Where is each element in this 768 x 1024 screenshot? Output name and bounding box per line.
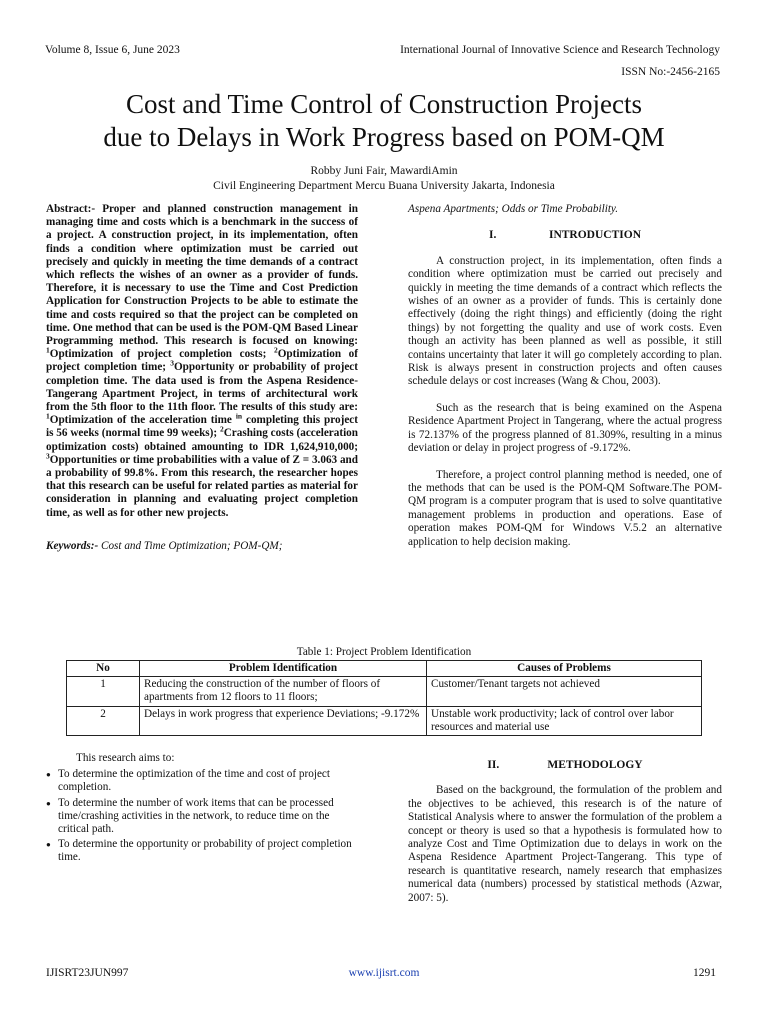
table-cell-problem: Delays in work progress that experience Deviations; -9.172% — [140, 706, 427, 735]
title-line-1: Cost and Time Control of Construction Projects — [125, 89, 643, 119]
abstract-text-7: Crashing costs (acceleration optimization costs) obtained amounting to IDR 1,624,910,000; — [46, 427, 358, 453]
table-header-problem: Problem Identification — [140, 661, 427, 677]
table-header-no: No — [67, 661, 140, 677]
abstract — [46, 203, 358, 520]
abstract-text-5: Optimization of the acceleration time — [49, 414, 236, 427]
section-number: II. — [487, 759, 500, 771]
abstract-text-1: Proper and planned construction management in managing time and costs which is a benchmark in the success of a project. A construction project, in its implementation, often finds a condition where optimization must be carried out precisely and quickly in meeting the time demands of a contract which reflects the wishes of an owner as a provider of funds. Therefore, it is necessary to use the Time and Cost Prediction Application for Construction Projects to be able to estimate the time and costs required so that the project can be completed on time. One method that can be used is the POM-QM Based Linear Programming method. This research is focused on knowing: — [46, 203, 358, 348]
table-header-row — [67, 661, 702, 677]
section-title: INTRODUCTION — [548, 229, 641, 242]
table-cell-no: 1 — [67, 677, 140, 706]
keywords-continued: Aspena Apartments; Odds or Time Probability. — [408, 203, 619, 215]
list-item: ● To determine the opportunity or probability of project completion time. — [46, 838, 362, 864]
abstract-text-8: Opportunities or time probabilities with a value of Z = 3.063 and a probability of 99.8%. From this research, the researcher hopes that this research can be useful for related parties as material for consideration in planning and evaluating project completion time, as well as for other new projects. — [46, 453, 358, 519]
footer-url-link[interactable]: www.ijisrt.com — [348, 967, 420, 979]
research-aims — [46, 752, 362, 867]
abstract-text-2: Optimization of project completion costs; — [49, 348, 274, 361]
header-issn: ISSN No:-2456-2165 — [621, 66, 720, 78]
aims-list — [46, 768, 362, 864]
problem-table — [66, 660, 702, 736]
list-item: ● To determine the optimization of the time and cost of project completion. — [46, 768, 362, 794]
table-row — [67, 706, 702, 735]
author-block — [0, 164, 768, 194]
methodology-paragraph-1: Based on the background, the formulation of the problem and the objectives to be achieved, this research is of the nature of Statistical Analysis where to answer the formulation of the problem a concept or theory is used so that a hypothesis is formulated how to analyze Cost and Time Optimization due to delays in work on the Aspena Residence Apartment Project-Tangerang. This type of research is quantitative research, namely research that emphasizes numerical data (numbers) processed by statistical methods (Azwar, 2007: 5). — [408, 784, 722, 904]
abstract-sup-1: 1 — [46, 345, 50, 355]
abstract-sup-7: 3 — [46, 451, 50, 461]
intro-paragraph-2: Such as the research that is being examined on the Aspena Residence Apartment Project in Tangerang, where the actual progress is 72.137% of the progress planned of 81.309%, resulting in a minus deviation or delay in project progress of -9.172%. — [408, 401, 722, 455]
table-cell-cause: Unstable work productivity; lack of control over labor resources and material use — [427, 706, 702, 735]
abstract-sup-6: 2 — [219, 424, 224, 434]
abstract-text-6: completing this project is 56 weeks (normal time 99 weeks); — [46, 414, 358, 440]
left-column — [46, 203, 358, 553]
abstract-sup-3: 3 — [170, 358, 174, 368]
title-line-2: due to Delays in Work Progress based on POM-QM — [103, 122, 665, 152]
keywords-label: Keywords:- — [46, 539, 99, 552]
keywords — [46, 540, 358, 553]
header-volume: Volume 8, Issue 6, June 2023 — [45, 44, 180, 56]
section-heading-introduction — [408, 229, 722, 242]
header-journal: International Journal of Innovative Science and Research Technology — [400, 44, 720, 56]
footer-code: IJISRT23JUN997 — [46, 967, 129, 979]
section-title: METHODOLOGY — [547, 759, 643, 771]
abstract-sup-4: 1 — [46, 411, 50, 421]
intro-paragraph-1: A construction project, in its implementation, often finds a condition where optimization must be carried out precisely and quickly in meeting the time demands of a contract which reflects the wishes of an owner as a provider of funds. This is certainly done effectively (doing the right things) and efficiently (doing the right things) by not forgetting the quality and use of work costs. Even though an activity has been planned as well as possible, it still contains uncertainty that later it will go completely according to plan. Risk is always present in construction projects and often causes schedule delays or cost increases (Wang & Chou, 2003). — [408, 254, 722, 388]
methodology-section — [408, 746, 722, 918]
abstract-sup-5: in — [235, 411, 243, 421]
right-column — [408, 203, 722, 562]
abstract-text-3: Optimization of project completion time; — [46, 348, 358, 374]
abstract-label: Abstract:- — [46, 203, 96, 215]
table-row — [67, 677, 702, 706]
abstract-sup-2: 2 — [273, 345, 278, 355]
list-item: ● To determine the number of work items that can be processed time/crashing activities in the network, to reduce time on the critical path. — [46, 797, 362, 837]
paper-title — [30, 88, 738, 154]
aims-intro: This research aims to: — [76, 752, 175, 764]
table-caption: Table 1: Project Problem Identification — [296, 646, 472, 658]
table-cell-cause: Customer/Tenant targets not achieved — [427, 677, 702, 706]
keywords-text: Cost and Time Optimization; POM-QM; — [98, 539, 283, 552]
footer-page-number: 1291 — [693, 967, 716, 979]
author-names: Robby Juni Fair, MawardiAmin — [310, 165, 458, 177]
author-affiliation: Civil Engineering Department Mercu Buana University Jakarta, Indonesia — [213, 180, 555, 192]
table-cell-no: 2 — [67, 706, 140, 735]
footer-url — [0, 967, 768, 979]
section-number: I. — [488, 229, 497, 242]
table-header-causes: Causes of Problems — [427, 661, 702, 677]
abstract-text-4: Opportunity or probability of project completion time. The data used is from the Aspena Residence-Tangerang Apartment Project, in terms of architectural work from the 5th floor to the 11th floor. The results of this study are: — [46, 361, 358, 414]
section-heading-methodology — [408, 759, 722, 772]
table-cell-problem: Reducing the construction of the number of floors of apartments from 12 floors to 11 floors; — [140, 677, 427, 706]
intro-paragraph-3: Therefore, a project control planning method is needed, one of the methods that can be used is the POM-QM Software.The POM-QM program is a computer program that is used to solve quantitative management problems in production and operations. Ease of operation makes POM-QM for Windows V.5.2 an alternative application to help decision making. — [408, 468, 722, 548]
